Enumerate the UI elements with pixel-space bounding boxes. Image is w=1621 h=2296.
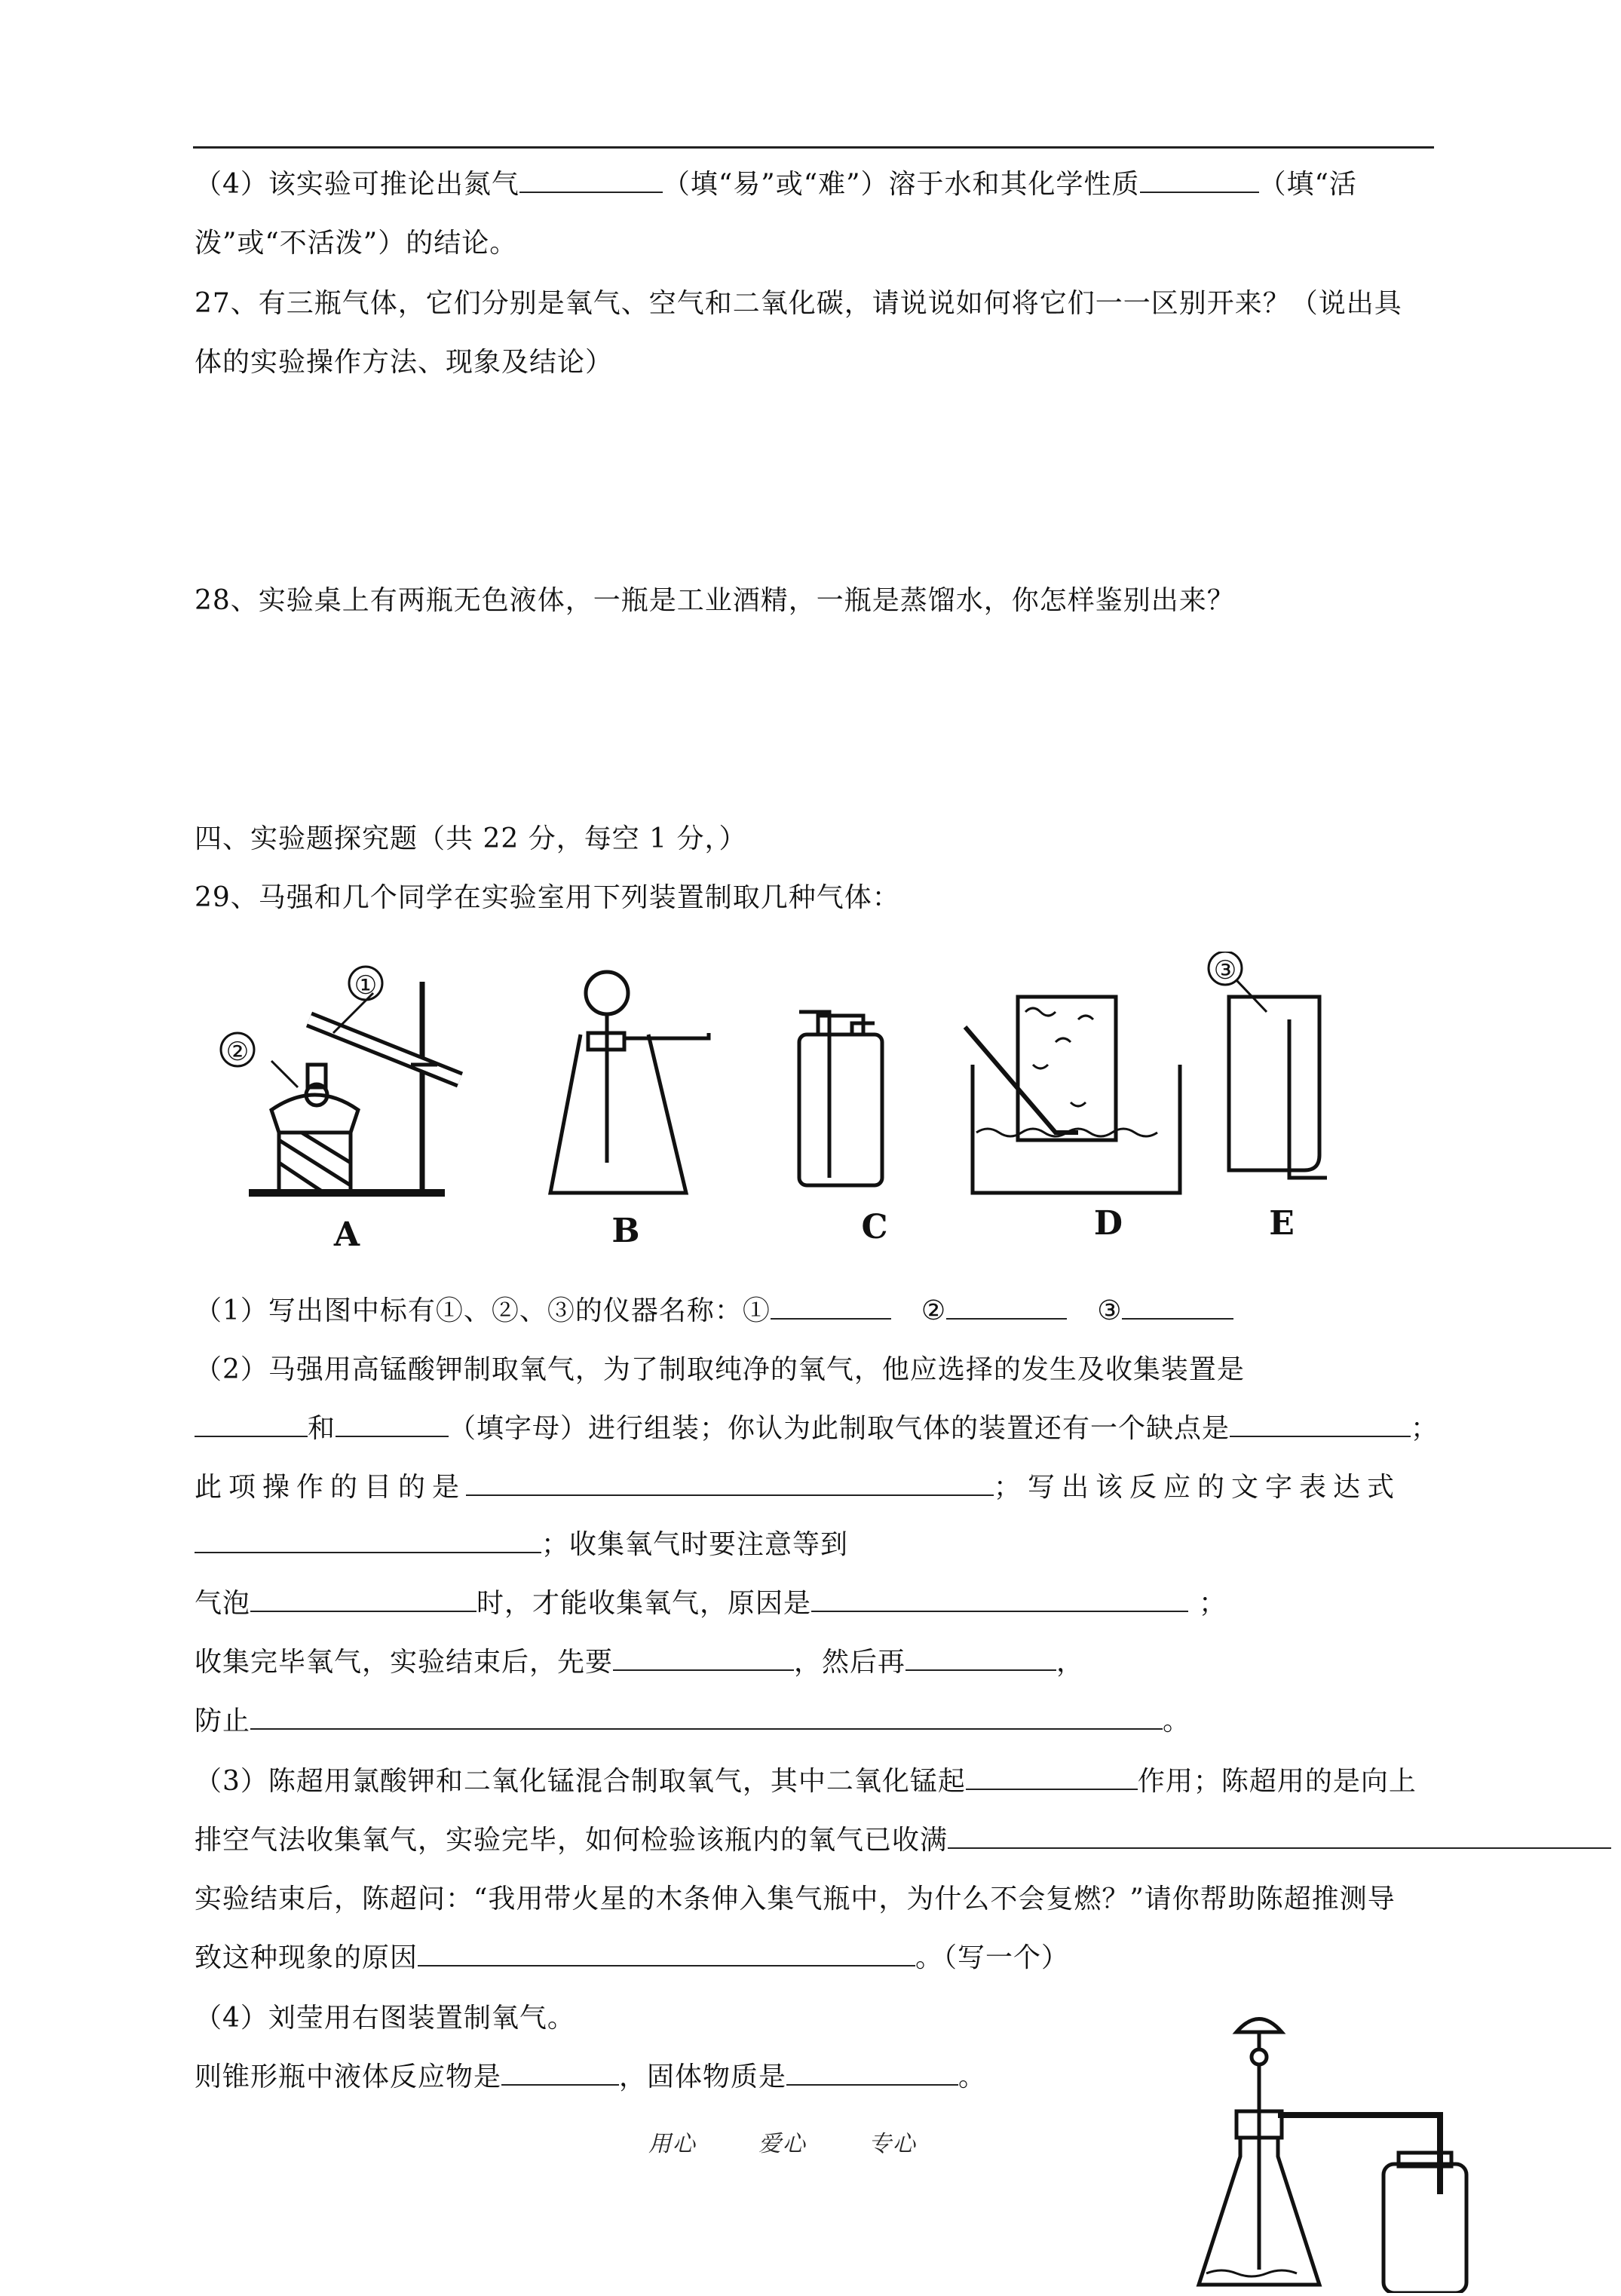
text: 排空气法收集氧气，实验完毕，如何检验该瓶内的氧气已收满: [195, 1825, 948, 1856]
text: ③: [1097, 1295, 1123, 1326]
section-4-heading: 四、实验题探究题（共 22 分，每空 1 分，）: [195, 823, 747, 854]
page-footer: [648, 2125, 979, 2158]
answer-blank[interactable]: [966, 1766, 1138, 1790]
text: ，然后再: [794, 1647, 906, 1678]
answer-blank[interactable]: [519, 169, 663, 193]
apparatus-label-a: A: [333, 1215, 360, 1253]
answer-blank[interactable]: [418, 1942, 915, 1966]
text: 收集完毕氧气，实验结束后，先要: [195, 1647, 614, 1678]
apparatus-label-d: D: [1093, 1204, 1123, 1243]
answer-blank[interactable]: [771, 1295, 891, 1320]
answer-blank[interactable]: [1140, 169, 1259, 193]
text: （3）陈超用氯酸钾和二氧化锰混合制取氧气，其中二氧化锰起: [195, 1766, 966, 1797]
text: ；写出该反应的文字表达式: [994, 1472, 1402, 1503]
text: 。: [958, 2061, 987, 2092]
answer-blank[interactable]: [948, 1825, 1611, 1849]
answer-blank[interactable]: [250, 1706, 1163, 1730]
marker-3: ③: [1213, 955, 1237, 986]
answer-blank[interactable]: [501, 2061, 619, 2086]
marker-2: ②: [225, 1037, 250, 1067]
q29-4-line1: （4）刘莹用右图装置制氧气。: [195, 2003, 575, 2034]
text: （填“易”或“难”）溶于水和其化学性质: [662, 169, 1140, 200]
q28-line: 28、实验桌上有两瓶无色液体，一瓶是工业酒精，一瓶是蒸馏水，你怎样鉴别出来？: [195, 585, 1235, 616]
q26-4-line1: [195, 167, 1357, 202]
text: ；: [1199, 1588, 1227, 1619]
footer-text: 用心: [648, 2131, 697, 2157]
apparatus-svg: [219, 952, 1327, 1253]
answer-blank[interactable]: [195, 1413, 308, 1437]
text: 此项操作的目的是: [195, 1472, 467, 1503]
apparatus-figure: [219, 952, 1327, 1253]
text: ；收集氧气时要注意等到: [541, 1529, 849, 1560]
q26-4-line2: 泼”或“不活泼”）的结论。: [195, 228, 518, 259]
oxygen-generator-figure: [1191, 2006, 1478, 2293]
text: （填字母）进行组装；你认为此制取气体的装置还有一个缺点是: [449, 1413, 1230, 1444]
q29-2-line1: （2）马强用高锰酸钾制取氧气，为了制取纯净的氧气，他应选择的发生及收集装置是: [195, 1354, 1245, 1385]
answer-blank[interactable]: [1122, 1295, 1233, 1320]
text: 。: [1163, 1706, 1191, 1737]
q29-2-line7: [195, 1704, 1190, 1739]
q27-line1: 27、有三瓶气体，它们分别是氧气、空气和二氧化碳，请说说如何将它们一一区别开来？（说出具: [195, 288, 1402, 319]
text: ；: [1411, 1413, 1439, 1444]
text: （4）该实验可推论出氮气: [195, 169, 519, 200]
q29-1-line: [195, 1294, 1233, 1329]
text: 防止: [195, 1706, 251, 1737]
answer-blank[interactable]: [811, 1588, 1188, 1612]
q29-3-line4: [195, 1941, 1069, 1976]
oxygen-generator-svg: [1191, 2006, 1478, 2293]
answer-blank[interactable]: [786, 2061, 958, 2086]
answer-blank[interactable]: [336, 1413, 449, 1437]
q29-2-line5: [195, 1586, 1227, 1621]
q29-2-line2: [195, 1412, 1439, 1446]
answer-blank[interactable]: [466, 1472, 994, 1496]
text: 气泡: [195, 1588, 251, 1619]
text: （填“活: [1258, 169, 1357, 200]
answer-blank[interactable]: [1230, 1413, 1411, 1437]
answer-blank[interactable]: [250, 1588, 476, 1612]
answer-blank[interactable]: [195, 1529, 541, 1553]
q29-2-line4: [195, 1528, 848, 1562]
text: （1）写出图中标有①、②、③的仪器名称：①: [195, 1295, 771, 1326]
apparatus-label-b: B: [611, 1212, 640, 1250]
text: 则锥形瓶中液体反应物是: [195, 2061, 502, 2092]
q29-2-line6: [195, 1645, 1084, 1680]
apparatus-label-c: C: [861, 1208, 888, 1246]
answer-blank[interactable]: [946, 1295, 1067, 1320]
q29-3-line1: [195, 1764, 1417, 1799]
text: 作用；陈超用的是向上: [1137, 1766, 1417, 1797]
text: 和: [308, 1413, 336, 1444]
q29-4-line2: [195, 2060, 986, 2095]
text: 时，才能收集氧气，原因是: [476, 1588, 812, 1619]
text: ，: [1056, 1647, 1085, 1678]
q29-3-line2: [195, 1823, 1611, 1858]
q29-line: 29、马强和几个同学在实验室用下列装置制取几种气体：: [195, 882, 900, 913]
q29-2-line3: [195, 1470, 1401, 1505]
footer-text: 专心: [869, 2131, 917, 2157]
q29-3-line3: 实验结束后，陈超问：“我用带火星的木条伸入集气瓶中，为什么不会复燃？”请你帮助陈超推测导: [195, 1884, 1396, 1914]
text: ②: [921, 1295, 947, 1326]
text: ，固体物质是: [619, 2061, 787, 2092]
answer-blank[interactable]: [905, 1647, 1056, 1671]
answer-blank[interactable]: [613, 1647, 794, 1671]
marker-1: ①: [354, 970, 378, 1001]
footer-text: 爱心: [758, 2131, 807, 2157]
q27-line2: 体的实验操作方法、现象及结论）: [195, 347, 614, 378]
text: 。（写一个）: [915, 1942, 1070, 1973]
apparatus-label-e: E: [1269, 1204, 1295, 1243]
header-rule: [193, 146, 1434, 149]
text: 致这种现象的原因: [195, 1942, 418, 1973]
